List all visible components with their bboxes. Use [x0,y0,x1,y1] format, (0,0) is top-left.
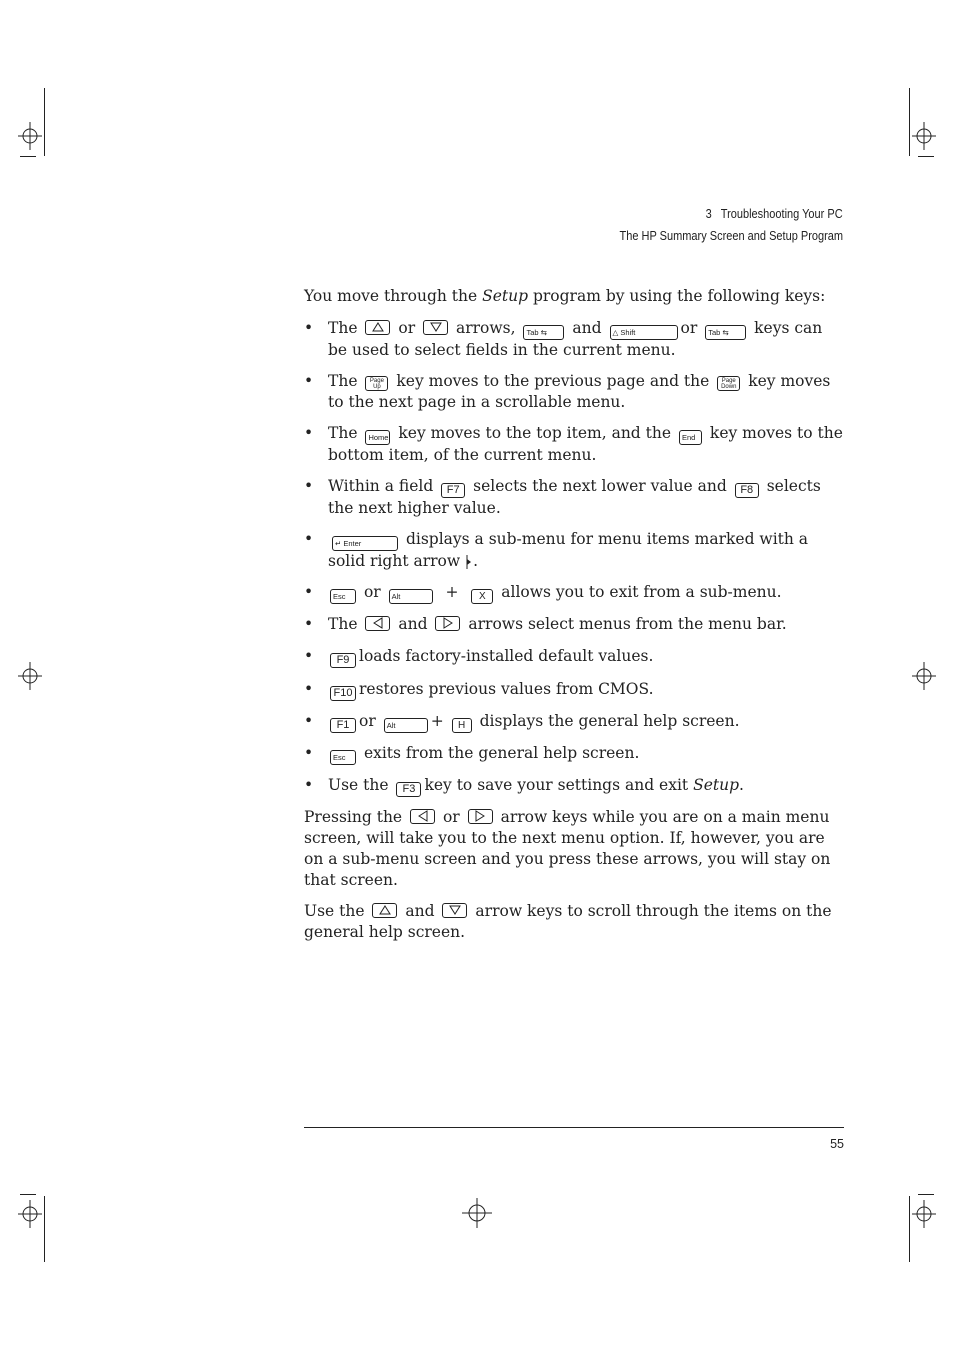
registration-mark-icon [912,122,936,150]
f3-key-icon: F3 [396,782,421,797]
text: or [680,319,698,337]
crop-mark [909,1196,910,1262]
list-item [328,371,844,413]
text: and [398,615,428,633]
registration-mark-icon [18,1200,42,1228]
registration-mark-icon [912,662,936,690]
list-item [328,679,844,701]
home-key-icon: Home [365,430,390,445]
list-item [328,614,844,635]
down-arrow-key-icon [442,903,467,918]
shift-key-icon: △ Shift [610,325,678,340]
text: allows you to exit from a sub-menu. [501,583,782,601]
up-arrow-key-icon [372,903,397,918]
alt-key-icon: Alt [384,718,428,733]
text: arrows, [456,319,516,337]
text: key moves to the next page in a scrollable menu. [328,372,831,411]
page-number: 55 [830,1137,844,1151]
page-up-key-icon: Page Up [365,376,388,391]
page-down-key-icon: Page Down [717,376,740,391]
text: or [442,808,460,826]
text: and [572,319,602,337]
text: displays the general help screen. [479,712,740,730]
text: or [359,712,376,730]
crop-mark [909,88,910,156]
crop-mark [918,1194,934,1195]
list-item [328,476,844,519]
text: key moves to the previous page and the [396,372,710,390]
text: arrows select menus from the menu bar. [468,615,787,633]
tab-key-icon: Tab ⇆ [705,325,746,340]
crop-mark [20,1194,36,1195]
setup-term: Setup [693,776,740,794]
chapter-header: 3 Troubleshooting Your PC [706,207,843,221]
text: or [363,583,381,601]
registration-mark-icon [462,1198,492,1228]
text: arrow keys to scroll through the items on the general help screen. [304,902,832,941]
text: and [405,902,435,920]
enter-key-icon: ↵ Enter [332,536,398,551]
text: keys can be used to select fields in the current menu. [328,319,823,359]
end-key-icon: End [679,430,702,445]
left-arrow-key-icon [365,616,390,631]
arrow-keys-paragraph [304,807,844,891]
x-key-icon: X [471,589,493,604]
f8-key-icon: F8 [735,483,759,498]
solid-right-arrow-icon [466,555,472,569]
right-arrow-key-icon [468,809,493,824]
list-item [328,646,844,668]
text: key moves to the top item, and the [398,424,672,442]
right-arrow-key-icon [435,616,460,631]
text: Use the [304,902,365,920]
list-item [328,711,844,733]
list-item [328,318,844,361]
registration-mark-icon [912,1200,936,1228]
text: The [328,615,358,633]
text: restores previous values from CMOS. [359,680,654,698]
text: loads factory-installed default values. [359,647,654,665]
list-item [328,743,844,765]
list-item [328,423,844,466]
text: + [430,712,444,730]
text: or [398,319,416,337]
registration-mark-icon [18,122,42,150]
crop-mark [918,156,934,157]
text: The [328,372,358,390]
text: key to save your settings and exit [424,776,689,794]
esc-key-icon: Esc [330,750,356,765]
f1-key-icon: F1 [330,718,356,733]
text: selects the next lower value and [473,477,727,495]
list-item [328,529,844,572]
text: . [473,552,479,570]
alt-key-icon: Alt [389,589,433,604]
text: . [739,776,744,794]
f10-key-icon: F10 [330,686,356,701]
intro-text: program by using the following keys: [528,287,826,305]
text: The [328,319,358,337]
intro-paragraph [304,286,844,307]
section-header: The HP Summary Screen and Setup Program [619,229,843,243]
registration-mark-icon [18,662,42,690]
text: key moves to the bottom item, of the current menu. [328,424,843,464]
crop-mark [20,156,36,157]
text: Within a field [328,477,434,495]
f7-key-icon: F7 [441,483,465,498]
text: displays a sub-menu for menu items marked with a solid right arrow [328,530,809,570]
up-arrow-key-icon [365,320,390,335]
text: The [328,424,358,442]
f9-key-icon: F9 [330,653,356,668]
scroll-keys-paragraph [304,901,844,943]
footer-rule [304,1127,844,1128]
left-arrow-key-icon [410,809,435,824]
list-item [328,582,844,604]
down-arrow-key-icon [423,320,448,335]
intro-text: You move through the [304,287,483,305]
text: + [445,583,459,601]
esc-key-icon: Esc [330,589,356,604]
tab-key-icon: Tab ⇆ [523,325,564,340]
h-key-icon: H [452,718,472,733]
crop-mark [44,1196,45,1262]
text: arrow keys while you are on a main menu screen, will take you to the next menu option. If, however, you are on a sub-menu screen and you press these arrows, you will stay on that screen. [304,808,831,889]
text: selects the next higher value. [328,477,821,517]
setup-term: Setup [482,287,529,305]
text: Use the [328,776,389,794]
list-item [328,775,844,797]
text: exits from the general help screen. [363,744,640,762]
text: Pressing the [304,808,403,826]
crop-mark [44,88,45,156]
